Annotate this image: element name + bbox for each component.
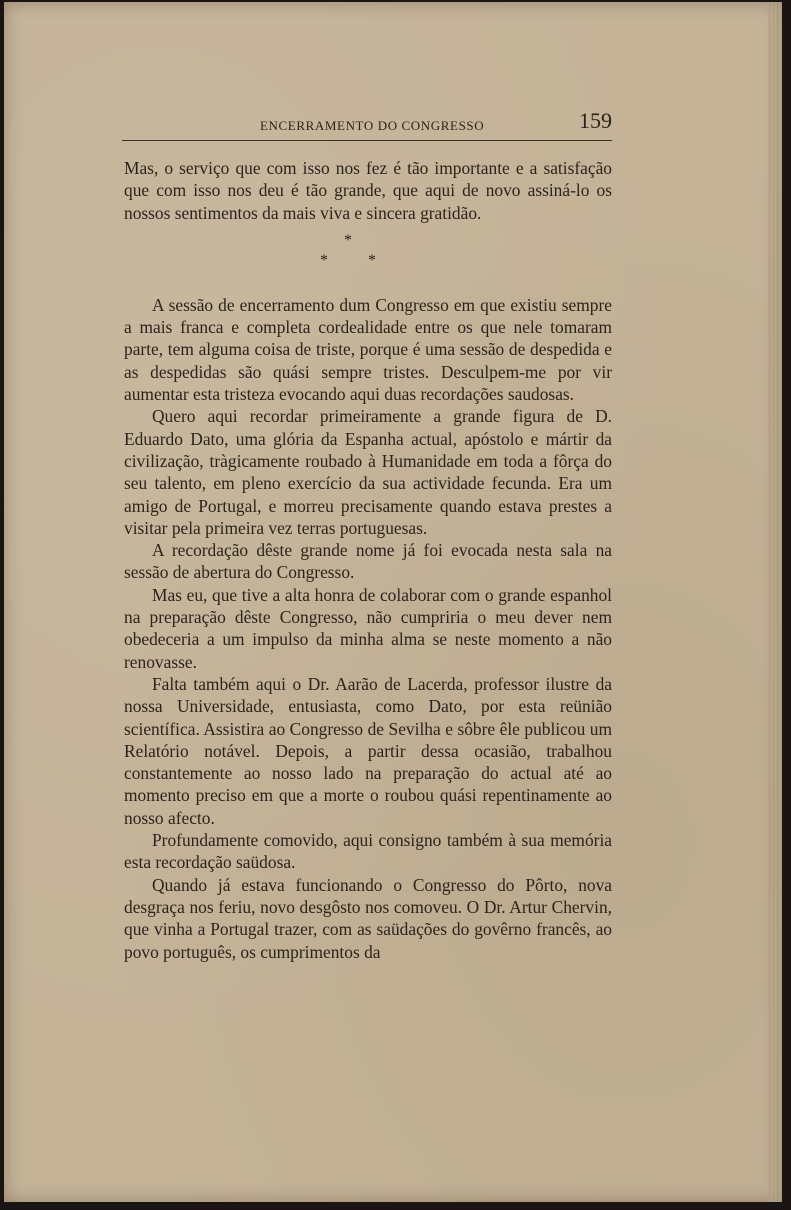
- paragraph: Mas eu, que tive a alta honra de colaborar com o grande espanhol na preparação dêste Congresso, não cumpriria o meu dever nem obedeceria a um impulso da minha alma se neste momento a não renovasse.: [124, 584, 612, 672]
- asterism-divider: [124, 224, 612, 294]
- paragraph: Falta também aqui o Dr. Aarão de Lacerda, professor ilustre da nossa Universidade, entusiasta, como Dato, por esta reünião scientífica. Assistira ao Congresso de Sevilha e sôbre êle publicou um Relatório notável. Depois, a partir dessa ocasião, trabalhou constantemente ao nosso lado na preparação do actual até ao momento preciso em que a morte o roubou quási repentinamente ao nosso afecto.: [124, 673, 612, 828]
- paragraph: Quando já estava funcionando o Congresso do Pôrto, nova desgraça nos feriu, novo desgôsto nos comoveu. O Dr. Artur Chervin, que vinha a Portugal trazer, com as saüdações do govêrno francês, ao povo português, os cumprimentos da: [124, 874, 612, 962]
- page-header: [122, 106, 612, 141]
- asterisk: *: [320, 251, 328, 269]
- paragraph: Profundamente comovido, aqui consigno também à sua memória esta recordação saüdosa.: [124, 830, 612, 873]
- body-text: [124, 157, 612, 963]
- page-number: 159: [579, 108, 612, 133]
- page-edge: [768, 2, 782, 1202]
- paragraph: A recordação dêste grande nome já foi evocada nesta sala na sessão de abertura do Congresso.: [124, 540, 612, 583]
- asterisk: *: [368, 251, 376, 269]
- asterisk: *: [344, 231, 352, 249]
- paragraph: A sessão de encerramento dum Congresso em que existiu sempre a mais franca e completa cordealidade entre os que nele tomaram parte, tem alguma coisa de triste, porque é uma sessão de despedida e as despedidas são quási sempre tristes. Desculpem-me por vir aumentar esta tristeza evocando aqui duas recordações saudosas.: [124, 294, 612, 405]
- book-page: [4, 2, 782, 1202]
- paragraph: Quero aqui recordar primeiramente a grande figura de D. Eduardo Dato, uma glória da Espanha actual, apóstolo e mártir da civilização, tràgicamente roubado à Humanidade em toda a fôrça do seu talento, em pleno exercício da sua actividade fecunda. Era um amigo de Portugal, e morreu precisamente quando estava prestes a visitar pela primeira vez terras portuguesas.: [124, 406, 612, 538]
- running-head: ENCERRAMENTO DO CONGRESSO: [260, 118, 485, 133]
- paragraph: Mas, o serviço que com isso nos fez é tão importante e a satisfação que com isso nos deu é tão grande, que aqui de novo assiná-lo os nossos sentimentos da mais viva e sincera gratidão.: [124, 158, 612, 223]
